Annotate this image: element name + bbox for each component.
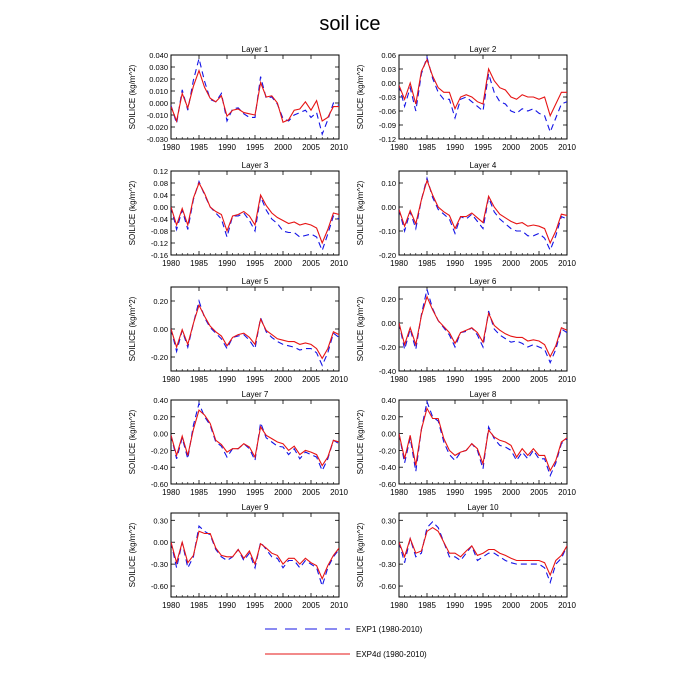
layer-4-ytick-label: -0.20 [378, 251, 396, 260]
layer-10-plot-frame [399, 513, 567, 597]
layer-5-xtick-label: 1980 [162, 375, 180, 384]
layer-4-xtick-label: 1985 [418, 259, 436, 268]
layer-3-xtick-label: 1980 [162, 259, 180, 268]
layer-3-ytick-label: -0.04 [150, 215, 168, 224]
layer-3-plot-frame [171, 171, 339, 255]
layer-3-panel [128, 161, 348, 268]
layer-1-xtick-label: 1980 [162, 143, 180, 152]
layer-1-ytick-label: -0.010 [146, 111, 168, 120]
layer-7-xtick-label: 2005 [302, 488, 320, 497]
layer-6-title: Layer 6 [469, 277, 497, 286]
layer-8-ytick-label: -0.60 [378, 480, 396, 489]
layer-1-xtick-label: 2010 [330, 143, 348, 152]
layer-3-series-exp4d [171, 183, 339, 243]
layer-7-xtick-label: 1980 [162, 488, 180, 497]
layer-5-xtick-label: 1990 [218, 375, 236, 384]
layer-3-ytick-label: 0.08 [153, 179, 168, 188]
layer-9-ylabel: SOILICE (kg/m^2) [128, 522, 137, 588]
layer-2-ytick-label: 0.00 [381, 79, 396, 88]
layer-5-plot-frame [171, 287, 339, 371]
layer-5-series-exp1 [171, 301, 339, 365]
layer-1-series-exp4d [171, 71, 339, 123]
layer-6-ytick-label: 0.00 [381, 319, 396, 328]
layer-7-ytick-label: 0.40 [153, 396, 168, 405]
layer-4-xtick-label: 2000 [502, 259, 520, 268]
layer-10-xtick-label: 1985 [418, 601, 436, 610]
layer-2-series-exp1 [399, 57, 567, 132]
layer-3-ytick-label: 0.00 [153, 203, 168, 212]
layer-1-ytick-label: 0.010 [149, 87, 168, 96]
layer-7-xtick-label: 2000 [274, 488, 292, 497]
layer-5-xtick-label: 1995 [246, 375, 264, 384]
layer-10-series-exp1 [399, 522, 567, 583]
layer-8-xtick-label: 1980 [390, 488, 408, 497]
layer-9-xtick-label: 1985 [190, 601, 208, 610]
layer-10-xtick-label: 2000 [502, 601, 520, 610]
layer-10-xtick-label: 2005 [530, 601, 548, 610]
layer-8-xtick-label: 1995 [474, 488, 492, 497]
layer-2-xtick-label: 1980 [390, 143, 408, 152]
layer-2-title: Layer 2 [469, 45, 497, 54]
layer-3-xtick-label: 1990 [218, 259, 236, 268]
layer-7-ytick-label: 0.00 [153, 429, 168, 439]
layer-6-xtick-label: 1995 [474, 375, 492, 384]
layer-10-xtick-label: 1995 [474, 601, 492, 610]
layer-3-xtick-label: 1995 [246, 259, 264, 268]
layer-10-ylabel: SOILICE (kg/m^2) [356, 522, 365, 588]
layer-1-ytick-label: -0.030 [146, 135, 168, 144]
layer-4-xtick-label: 2005 [530, 259, 548, 268]
layer-5-ytick-label: 0.20 [153, 297, 168, 306]
layer-2-ylabel: SOILICE (kg/m^2) [356, 64, 365, 130]
layer-3-xtick-label: 1985 [190, 259, 208, 268]
layer-8-xtick-label: 2000 [502, 488, 520, 497]
layer-2-panel [356, 45, 576, 152]
layer-4-plot-frame [399, 171, 567, 255]
layer-9-panel [128, 503, 348, 610]
layer-5-title: Layer 5 [241, 277, 269, 286]
layer-7-xtick-label: 1985 [190, 488, 208, 497]
layer-4-ytick-label: 0.10 [381, 179, 396, 188]
layer-7-ytick-label: -0.20 [150, 446, 168, 456]
layer-4-ytick-label: -0.10 [378, 227, 396, 236]
layer-6-ytick-label: -0.20 [378, 343, 396, 352]
layer-4-ylabel: SOILICE (kg/m^2) [356, 180, 365, 246]
layer-9-series-exp4d [171, 531, 339, 578]
layer-9-xtick-label: 1990 [218, 601, 236, 610]
layer-9-xtick-label: 2010 [330, 601, 348, 610]
layer-2-ytick-label: -0.12 [378, 135, 396, 144]
layer-5-xtick-label: 2005 [302, 375, 320, 384]
layer-7-ytick-label: -0.60 [150, 480, 168, 489]
layer-4-ytick-label: 0.00 [381, 203, 396, 212]
layer-10-xtick-label: 1980 [390, 601, 408, 610]
layer-4-xtick-label: 1990 [446, 259, 464, 268]
layer-7-ytick-label: 0.20 [153, 412, 168, 422]
layer-8-ytick-label: -0.20 [378, 446, 396, 456]
layer-6-ytick-label: 0.20 [381, 295, 396, 304]
layer-9-xtick-label: 2000 [274, 601, 292, 610]
layer-7-series-exp4d [171, 410, 339, 465]
layer-1-xtick-label: 2005 [302, 143, 320, 152]
layer-5-panel [128, 277, 348, 384]
layer-2-ytick-label: -0.09 [378, 121, 396, 130]
layer-9-xtick-label: 1980 [162, 601, 180, 610]
layer-8-ytick-label: 0.00 [381, 429, 396, 439]
layer-6-xtick-label: 2000 [502, 375, 520, 384]
layer-3-ytick-label: -0.16 [150, 251, 168, 260]
layer-3-xtick-label: 2000 [274, 259, 292, 268]
layer-2-ytick-label: -0.03 [378, 93, 396, 102]
layer-8-ytick-label: -0.40 [378, 463, 396, 473]
layer-7-series-exp1 [171, 403, 339, 470]
layer-1-ytick-label: 0.000 [149, 99, 168, 108]
layer-10-ytick-label: -0.60 [378, 582, 396, 592]
layer-2-xtick-label: 2005 [530, 143, 548, 152]
layer-6-xtick-label: 1985 [418, 375, 436, 384]
layer-3-xtick-label: 2010 [330, 259, 348, 268]
layer-7-ytick-label: -0.40 [150, 463, 168, 473]
layer-1-ytick-label: -0.020 [146, 123, 168, 132]
layer-6-panel [356, 277, 576, 384]
layer-8-title: Layer 8 [469, 390, 497, 399]
layer-4-title: Layer 4 [469, 161, 497, 170]
layer-7-panel [128, 390, 348, 497]
layer-2-xtick-label: 2010 [558, 143, 576, 152]
layer-3-ytick-label: 0.04 [153, 191, 168, 200]
layer-5-xtick-label: 2010 [330, 375, 348, 384]
figure-title: soil ice [319, 13, 381, 35]
layer-2-ytick-label: 0.03 [381, 65, 396, 74]
layer-10-ytick-label: 0.00 [381, 538, 396, 548]
layer-8-xtick-label: 2005 [530, 488, 548, 497]
layer-9-ytick-label: 0.00 [153, 538, 168, 548]
layer-5-xtick-label: 2000 [274, 375, 292, 384]
layer-9-xtick-label: 2005 [302, 601, 320, 610]
layer-1-xtick-label: 1995 [246, 143, 264, 152]
layer-4-panel [356, 161, 576, 268]
layer-9-plot-frame [171, 513, 339, 597]
layer-1-series-exp1 [171, 59, 339, 135]
layer-4-xtick-label: 2010 [558, 259, 576, 268]
layer-6-plot-frame [399, 287, 567, 371]
layer-7-xtick-label: 1995 [246, 488, 264, 497]
layer-4-series-exp4d [399, 181, 567, 243]
layer-2-xtick-label: 1990 [446, 143, 464, 152]
layer-6-xtick-label: 1980 [390, 375, 408, 384]
layer-2-ytick-label: -0.06 [378, 107, 396, 116]
layer-6-ylabel: SOILICE (kg/m^2) [356, 296, 365, 362]
layer-3-ytick-label: 0.12 [153, 167, 168, 176]
layer-10-xtick-label: 1990 [446, 601, 464, 610]
layer-1-xtick-label: 1990 [218, 143, 236, 152]
layer-6-xtick-label: 1990 [446, 375, 464, 384]
layer-7-xtick-label: 1990 [218, 488, 236, 497]
layer-2-xtick-label: 1985 [418, 143, 436, 152]
layer-2-xtick-label: 2000 [502, 143, 520, 152]
layer-1-plot-frame [171, 55, 339, 139]
legend [265, 625, 427, 659]
layer-5-series-exp4d [171, 305, 339, 358]
layer-9-ytick-label: -0.30 [150, 560, 168, 570]
layer-8-xtick-label: 1985 [418, 488, 436, 497]
layer-8-ylabel: SOILICE (kg/m^2) [356, 409, 365, 475]
layer-8-panel [356, 390, 576, 497]
layer-7-title: Layer 7 [241, 390, 269, 399]
layer-1-xtick-label: 2000 [274, 143, 292, 152]
layer-9-xtick-label: 1995 [246, 601, 264, 610]
layer-10-title: Layer 10 [467, 503, 499, 512]
layer-3-title: Layer 3 [241, 161, 269, 170]
layer-10-ytick-label: -0.30 [378, 560, 396, 570]
layer-5-ytick-label: -0.20 [150, 353, 168, 362]
layer-4-xtick-label: 1980 [390, 259, 408, 268]
layer-1-title: Layer 1 [241, 45, 269, 54]
layer-9-series-exp1 [171, 526, 339, 586]
panel-grid [128, 45, 576, 610]
layer-1-ytick-label: 0.020 [149, 75, 168, 84]
layer-1-panel [128, 45, 348, 152]
layer-9-title: Layer 9 [241, 503, 269, 512]
layer-6-series-exp1 [399, 289, 567, 362]
layer-6-ytick-label: -0.40 [378, 367, 396, 376]
layer-1-ytick-label: 0.040 [149, 51, 168, 60]
layer-1-ylabel: SOILICE (kg/m^2) [128, 64, 137, 130]
layer-6-xtick-label: 2005 [530, 375, 548, 384]
layer-10-xtick-label: 2010 [558, 601, 576, 610]
layer-8-ytick-label: 0.40 [381, 396, 396, 405]
layer-3-ytick-label: -0.12 [150, 239, 168, 248]
layer-10-panel [356, 503, 576, 610]
layer-3-ylabel: SOILICE (kg/m^2) [128, 180, 137, 246]
layer-9-ytick-label: 0.30 [153, 516, 168, 526]
layer-3-xtick-label: 2005 [302, 259, 320, 268]
layer-9-ytick-label: -0.60 [150, 582, 168, 592]
layer-4-xtick-label: 1995 [474, 259, 492, 268]
layer-3-ytick-label: -0.08 [150, 227, 168, 236]
layer-2-xtick-label: 1995 [474, 143, 492, 152]
legend-exp4d-label: EXP4d (1980-2010) [356, 650, 427, 659]
layer-10-ytick-label: 0.30 [381, 516, 396, 526]
layer-5-xtick-label: 1985 [190, 375, 208, 384]
layer-8-series-exp4d [399, 408, 567, 470]
layer-7-xtick-label: 2010 [330, 488, 348, 497]
layer-8-plot-frame [399, 400, 567, 484]
layer-5-ytick-label: 0.00 [153, 325, 168, 334]
layer-5-ylabel: SOILICE (kg/m^2) [128, 296, 137, 362]
layer-10-series-exp4d [399, 528, 567, 576]
legend-exp1-label: EXP1 (1980-2010) [356, 625, 423, 634]
layer-1-xtick-label: 1985 [190, 143, 208, 152]
layer-8-xtick-label: 1990 [446, 488, 464, 497]
layer-7-ylabel: SOILICE (kg/m^2) [128, 409, 137, 475]
layer-2-ytick-label: 0.06 [381, 51, 396, 60]
layer-8-ytick-label: 0.20 [381, 412, 396, 422]
layer-8-xtick-label: 2010 [558, 488, 576, 497]
layer-6-xtick-label: 2010 [558, 375, 576, 384]
layer-2-plot-frame [399, 55, 567, 139]
layer-1-ytick-label: 0.030 [149, 63, 168, 72]
